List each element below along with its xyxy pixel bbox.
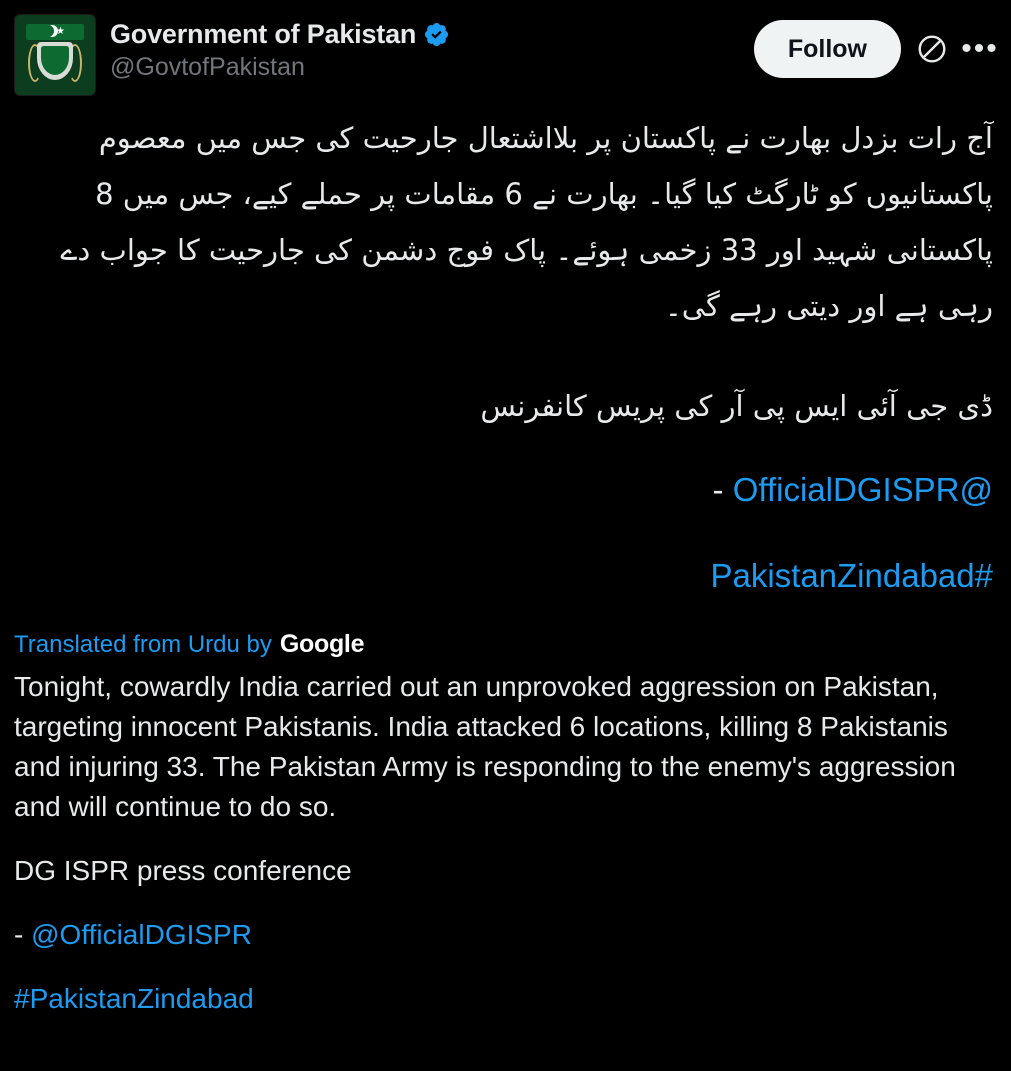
spacer [0, 334, 1011, 360]
translation-provider: Google [279, 630, 365, 658]
account-handle[interactable]: @GovtofPakistan [110, 53, 305, 81]
translated-mention-line [14, 915, 997, 955]
translated-mention-dash: - [14, 919, 24, 950]
verified-badge-icon [423, 21, 450, 48]
post-urdu-mention-line [0, 460, 1011, 520]
translated-by-label: Translated from Urdu by [14, 631, 272, 658]
spacer [0, 520, 1011, 546]
spacer [0, 434, 1011, 460]
translated-by-row [0, 606, 1011, 665]
account-names [110, 14, 754, 82]
tweet-header [0, 0, 1011, 92]
translated-paragraph-2: DG ISPR press conference [14, 855, 352, 886]
display-name[interactable]: Government of Pakistan [110, 19, 417, 49]
pakistan-government-crest-icon: ★ [26, 22, 84, 88]
muted-notifications-icon[interactable] [915, 32, 949, 66]
post-urdu-mention[interactable]: @OfficialDGISPR [732, 471, 993, 508]
follow-button[interactable]: Follow [754, 20, 901, 78]
translated-hashtag[interactable]: #PakistanZindabad [14, 983, 254, 1014]
header-actions [754, 14, 997, 78]
post-urdu-text: آج رات بزدل بھارت نے پاکستان پر بلااشتعال جارحیت کی جس میں معصوم پاکستانیوں کو ٹارگٹ کیا گیا۔ بھارت نے 6 مقامات پر حملے کیے، جس میں 8 پاکستانی شہید اور 33 زخمی ہوئے۔ پاک فوج دشمن کی جارحیت کا جواب دے رہی ہے اور دیتی رہے گی۔ [51, 121, 993, 323]
translated-paragraph-1: Tonight, cowardly India carried out an unprovoked aggression on Pakistan, targeting innocent Pakistanis. India attacked 6 locations, killing 8 Pakistanis and injuring 33. The Pakistan Army is responding to the enemy's aggression and will continue to do so. [14, 671, 956, 822]
more-options-icon[interactable] [963, 32, 997, 66]
translated-mention[interactable]: @OfficialDGISPR [31, 919, 252, 950]
post-urdu-hashtag[interactable]: #PakistanZindabad [710, 557, 993, 594]
translated-text [0, 665, 1011, 1019]
avatar[interactable] [14, 14, 96, 96]
more-options-glyph: ••• [961, 32, 999, 65]
post-urdu-presser: ڈی جی آئی ایس پی آر کی پریس کانفرنس [480, 389, 993, 423]
post-urdu-mention-dash: - [712, 471, 724, 508]
